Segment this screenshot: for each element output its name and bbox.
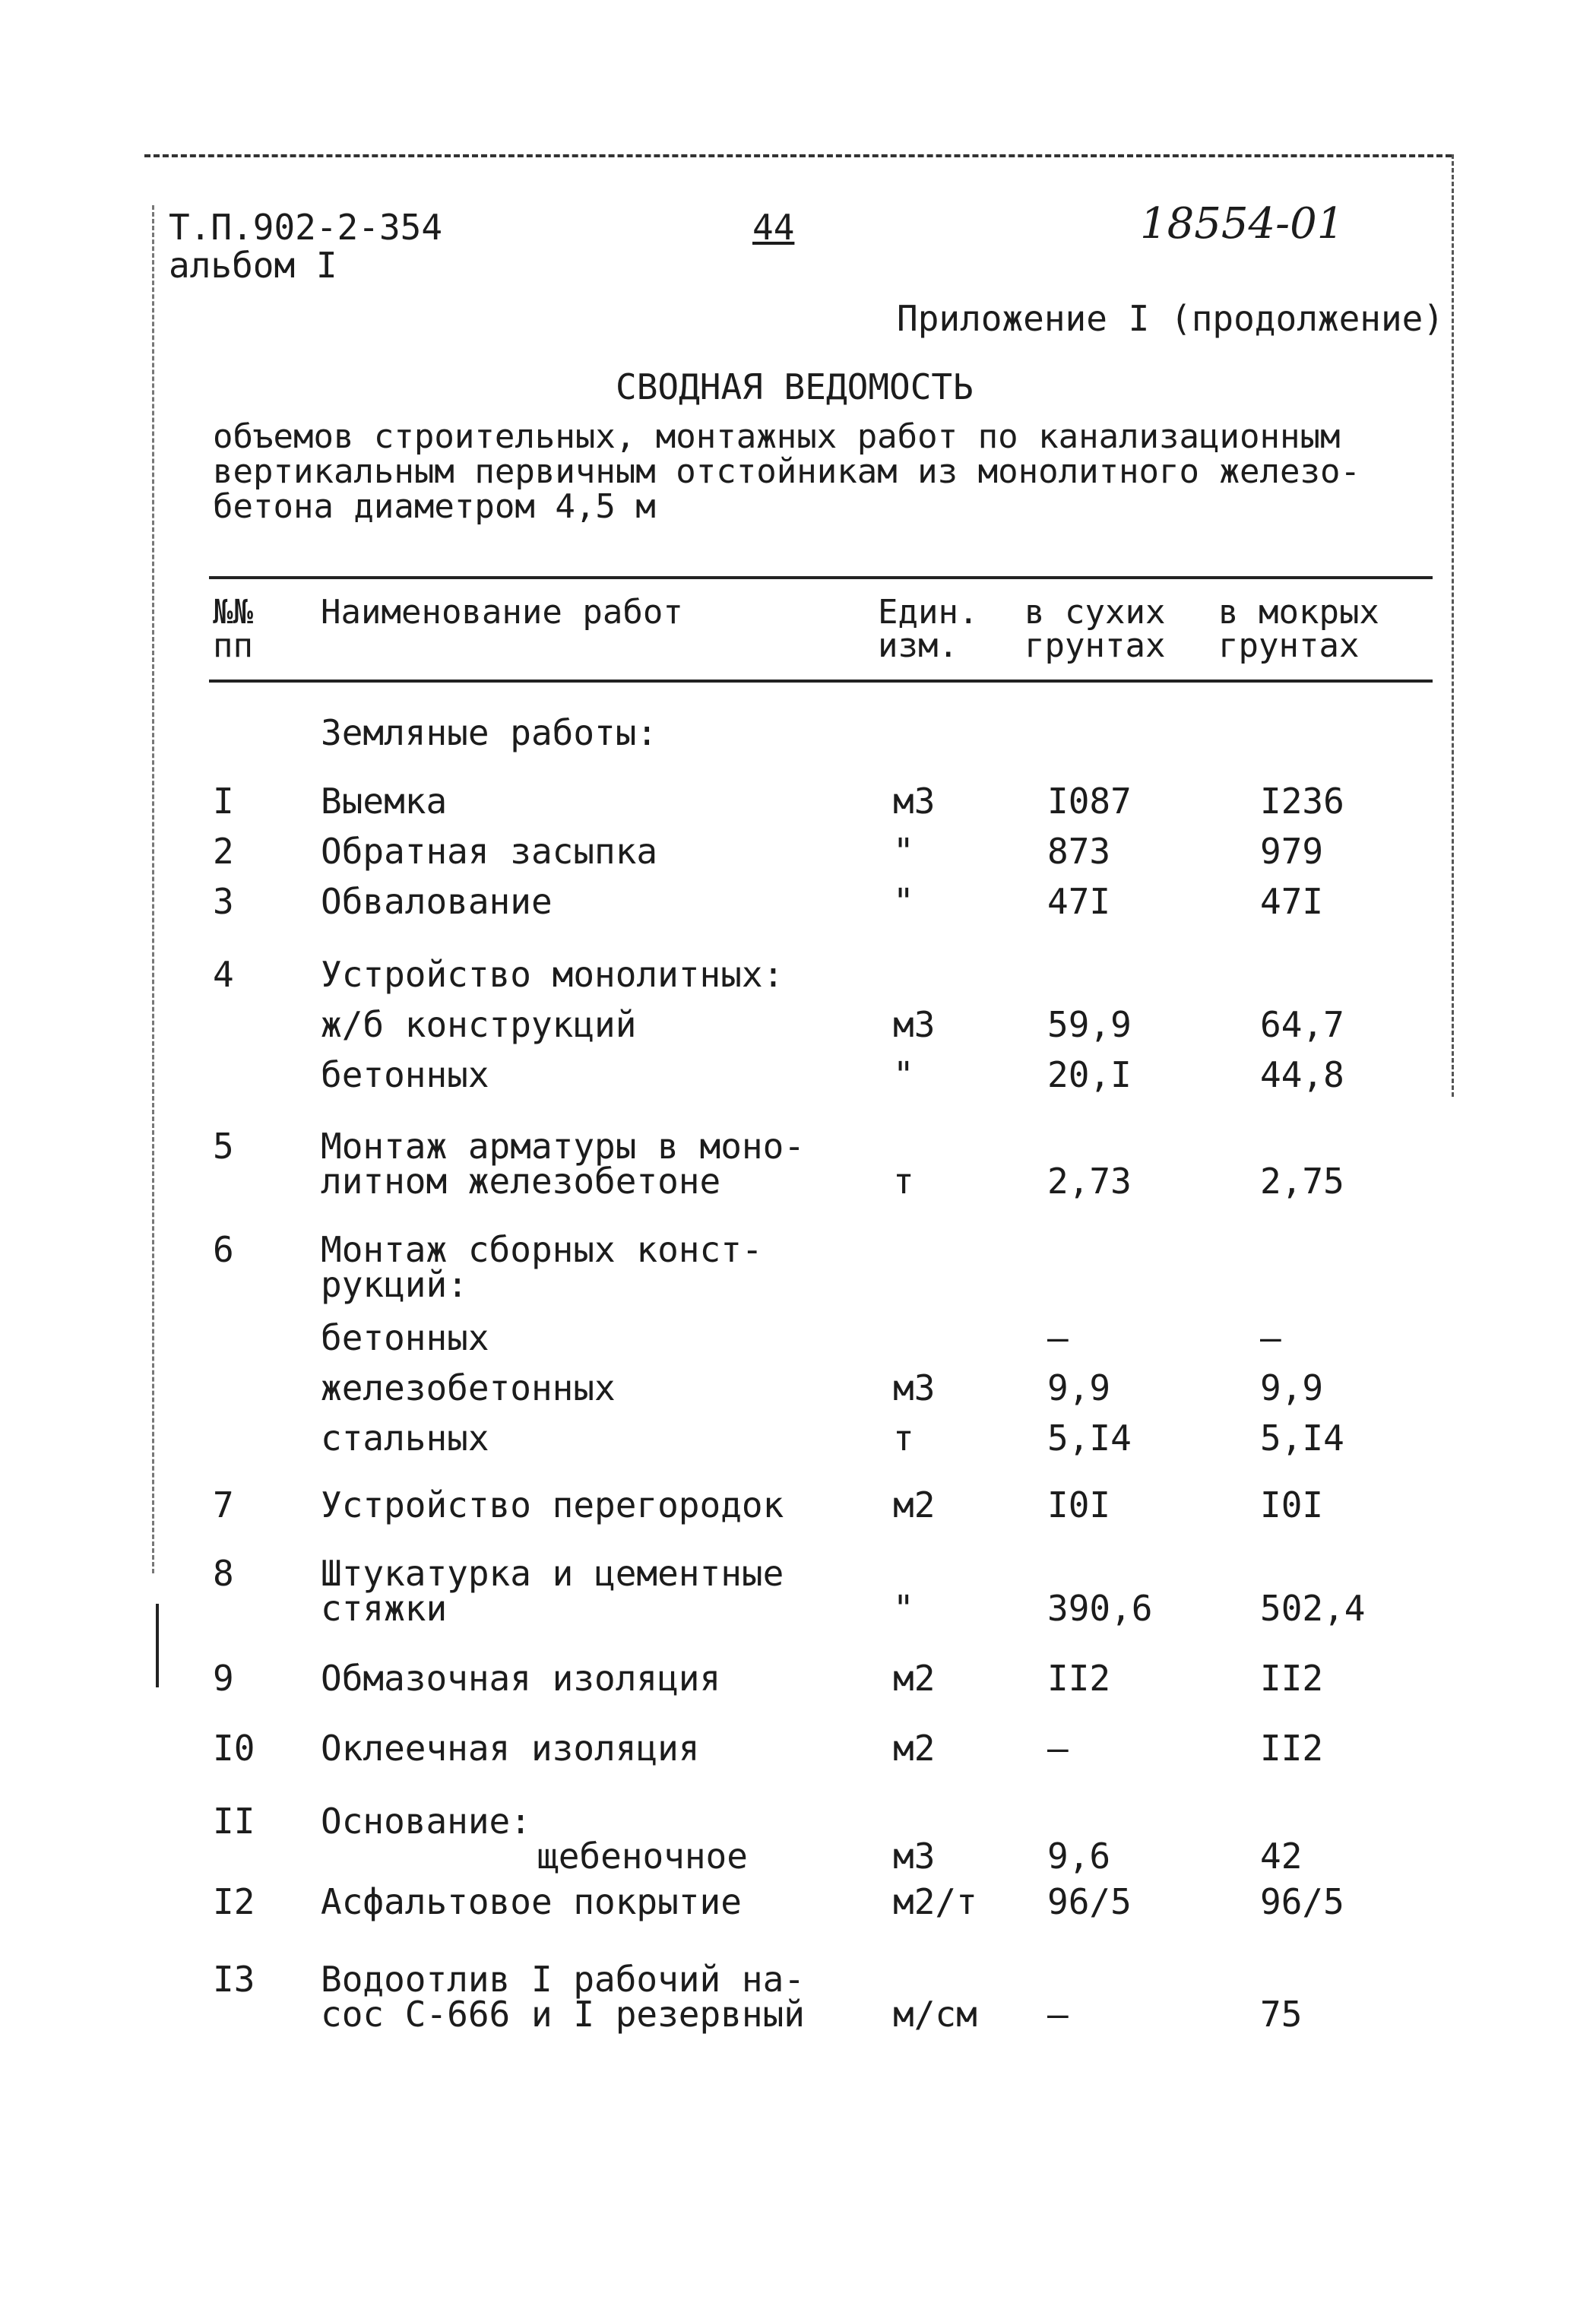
- row-value-wet: 9,9: [1260, 1367, 1324, 1408]
- row-name: Основание:: [321, 1801, 531, 1842]
- row-unit: м2/т: [893, 1881, 977, 1922]
- row-number: I: [213, 781, 234, 822]
- row-name: железобетонных: [321, 1367, 616, 1408]
- row-number: 4: [213, 954, 234, 995]
- row-value-dry: I087: [1047, 781, 1132, 822]
- subtitle-line: объемов строительных, монтажных работ по канализационным: [213, 417, 1341, 456]
- row-value-wet: 96/5: [1260, 1881, 1344, 1922]
- document-title: СВОДНАЯ ВЕДОМОСТЬ: [616, 366, 974, 407]
- row-value-dry: –: [1047, 1994, 1069, 2035]
- document-code: 18554-01: [1140, 199, 1344, 249]
- table-top-rule: [209, 576, 1433, 579]
- row-unit: ": [893, 1588, 914, 1629]
- subtitle-line: вертикальным первичным отстойникам из монолитного железо-: [213, 452, 1360, 491]
- row-value-wet: 5,I4: [1260, 1418, 1344, 1459]
- row-value-dry: 2,73: [1047, 1161, 1132, 1202]
- row-unit: м3: [893, 1004, 936, 1045]
- row-value-dry: I0I: [1047, 1484, 1111, 1525]
- row-name: Обмазочная изоляция: [321, 1658, 721, 1699]
- row-name-continued: рукций:: [321, 1264, 468, 1305]
- row-unit: ": [893, 1054, 914, 1095]
- row-name-continued: щебеночное: [537, 1836, 748, 1877]
- frame-right-dashed-line: [1452, 154, 1454, 1097]
- row-value-dry: –: [1047, 1317, 1069, 1358]
- row-value-wet: 979: [1260, 831, 1324, 872]
- row-name: бетонных: [321, 1054, 489, 1095]
- row-name-continued: литном железобетоне: [321, 1161, 721, 1202]
- row-number: 6: [213, 1229, 234, 1270]
- row-value-wet: I0I: [1260, 1484, 1324, 1525]
- row-name: Устройство перегородок: [321, 1484, 784, 1525]
- row-value-wet: 75: [1260, 1994, 1303, 2035]
- row-name-continued: сос С-666 и I резервный: [321, 1994, 805, 2035]
- page-number: 44: [752, 207, 795, 248]
- row-name: Штукатурка и цементные: [321, 1553, 784, 1594]
- row-name: Выемка: [321, 781, 448, 822]
- row-value-wet: 44,8: [1260, 1054, 1344, 1095]
- row-value-wet: II2: [1260, 1728, 1324, 1769]
- row-name: Устройство монолитных:: [321, 954, 784, 995]
- row-unit: м2: [893, 1728, 936, 1769]
- row-unit: ": [893, 881, 914, 922]
- row-unit: м2: [893, 1484, 936, 1525]
- row-number: 8: [213, 1553, 234, 1594]
- row-number: I2: [213, 1881, 255, 1922]
- row-value-wet: 64,7: [1260, 1004, 1344, 1045]
- row-name: стальных: [321, 1418, 489, 1459]
- row-name: бетонных: [321, 1317, 489, 1358]
- row-number: 7: [213, 1484, 234, 1525]
- col-header-unit: Един.: [878, 593, 979, 632]
- row-value-wet: –: [1260, 1317, 1281, 1358]
- row-value-wet: 42: [1260, 1836, 1303, 1877]
- row-name: Обвалование: [321, 881, 553, 922]
- row-value-dry: 59,9: [1047, 1004, 1132, 1045]
- row-number: I0: [213, 1728, 255, 1769]
- row-value-wet: 47I: [1260, 881, 1324, 922]
- row-unit: т: [893, 1418, 914, 1459]
- col-header-number: №№: [213, 593, 253, 632]
- subtitle-line: бетона диаметром 4,5 м: [213, 487, 656, 526]
- table-header-rule: [209, 680, 1433, 683]
- row-number: 2: [213, 831, 234, 872]
- appendix-label: Приложение I (продолжение): [897, 298, 1445, 339]
- col-header-unit-sub: изм.: [878, 626, 958, 665]
- row-unit: м3: [893, 1367, 936, 1408]
- row-unit: ": [893, 831, 914, 872]
- row-value-wet: I236: [1260, 781, 1344, 822]
- row-name: Монтаж арматуры в моно-: [321, 1126, 805, 1167]
- row-name-continued: стяжки: [321, 1588, 448, 1629]
- row-number: I3: [213, 1959, 255, 2000]
- row-value-dry: 47I: [1047, 881, 1111, 922]
- row-value-dry: 9,9: [1047, 1367, 1111, 1408]
- row-name: Монтаж сборных конст-: [321, 1229, 763, 1270]
- row-value-wet: 2,75: [1260, 1161, 1344, 1202]
- section-title: Земляные работы:: [321, 712, 658, 753]
- row-value-dry: 96/5: [1047, 1881, 1132, 1922]
- row-number: 3: [213, 881, 234, 922]
- row-name: Оклеечная изоляция: [321, 1728, 700, 1769]
- row-value-dry: 873: [1047, 831, 1111, 872]
- row-value-dry: 5,I4: [1047, 1418, 1132, 1459]
- frame-left-dashed-line: [152, 205, 154, 1573]
- row-value-wet: 502,4: [1260, 1588, 1366, 1629]
- row-name: ж/б конструкций: [321, 1004, 637, 1045]
- row-name: Асфальтовое покрытие: [321, 1881, 742, 1922]
- row-value-dry: –: [1047, 1728, 1069, 1769]
- row-unit: м3: [893, 781, 936, 822]
- row-name: Водоотлив I рабочий на-: [321, 1959, 805, 2000]
- row-unit: т: [893, 1161, 914, 1202]
- row-value-dry: II2: [1047, 1658, 1111, 1699]
- row-unit: м3: [893, 1836, 936, 1877]
- frame-top-dashed-line: [144, 154, 1452, 157]
- row-unit: м/см: [893, 1994, 977, 2035]
- col-header-wet-sub: грунтах: [1218, 626, 1360, 665]
- col-header-wet: в мокрых: [1218, 593, 1379, 632]
- row-number: 5: [213, 1126, 234, 1167]
- series-code: Т.П.902-2-354: [169, 207, 443, 248]
- col-header-dry: в сухих: [1024, 593, 1166, 632]
- row-value-dry: 390,6: [1047, 1588, 1153, 1629]
- frame-left-mark: [156, 1604, 159, 1687]
- row-value-wet: II2: [1260, 1658, 1324, 1699]
- row-unit: м2: [893, 1658, 936, 1699]
- row-number: II: [213, 1801, 255, 1842]
- album-label: альбом I: [169, 245, 337, 286]
- row-number: 9: [213, 1658, 234, 1699]
- col-header-number-sub: пп: [213, 626, 253, 665]
- col-header-name: Наименование работ: [321, 593, 683, 632]
- col-header-dry-sub: грунтах: [1024, 626, 1166, 665]
- row-value-dry: 9,6: [1047, 1836, 1111, 1877]
- row-value-dry: 20,I: [1047, 1054, 1132, 1095]
- row-name: Обратная засыпка: [321, 831, 658, 872]
